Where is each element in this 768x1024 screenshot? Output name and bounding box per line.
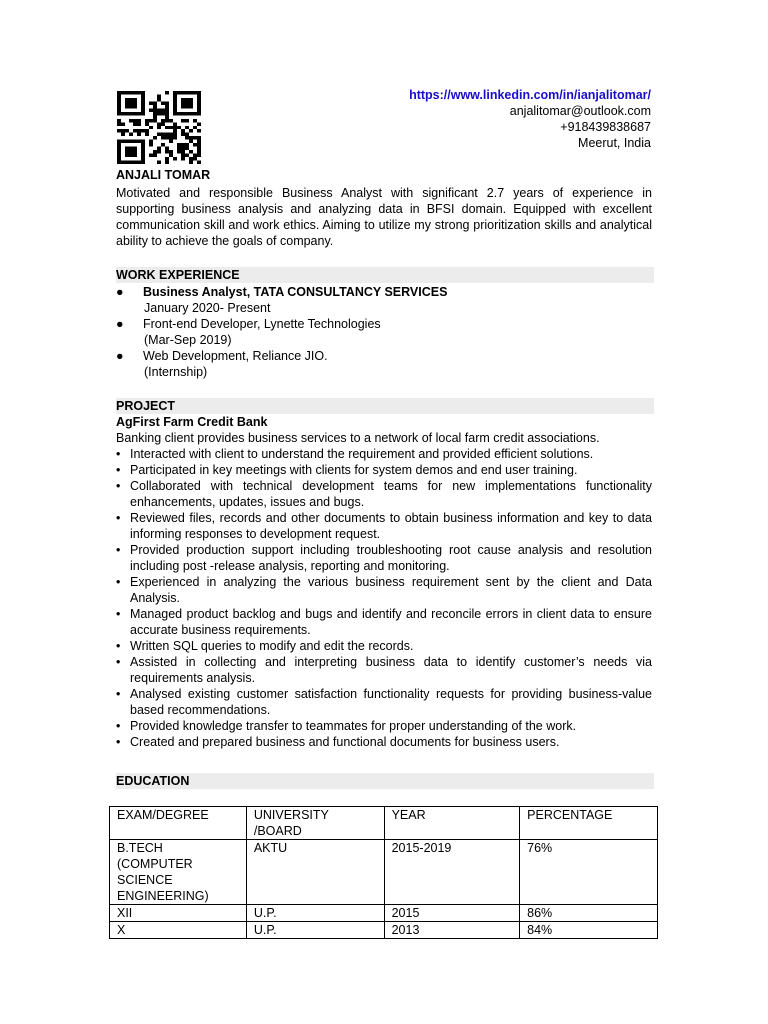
table-row (110, 922, 658, 939)
table-cell: X (110, 922, 247, 939)
email-text: anjalitomar@outlook.com (509, 104, 651, 118)
list-item: • Reviewed files, records and other documents to obtain business information and key to data informing responses to development request. (116, 510, 652, 542)
education-heading: EDUCATION (116, 773, 654, 789)
list-item: • Analysed existing customer satisfaction functionality requests for providing business-value based recommendations. (116, 686, 652, 718)
table-cell: U.P. (246, 922, 384, 939)
list-item: • Participated in key meetings with clients for system demos and end user training. (116, 462, 652, 478)
location-text: Meerut, India (578, 136, 651, 150)
table-cell: 2013 (384, 922, 520, 939)
list-item: • Managed product backlog and bugs and identify and reconcile errors in client data to ensure accurate business requirements. (116, 606, 652, 638)
work-experience-heading: WORK EXPERIENCE (116, 267, 654, 283)
qr-code-icon (117, 91, 201, 164)
table-cell: AKTU (246, 840, 384, 905)
table-cell: 2015-2019 (384, 840, 520, 905)
column-header: UNIVERSITY /BOARD (246, 807, 384, 840)
table-cell: B.TECH (COMPUTER SCIENCE ENGINEERING) (110, 840, 247, 905)
table-row (110, 840, 658, 905)
list-item: • Assisted in collecting and interpreting business data to identify customer’s needs via requirements analysis. (116, 654, 652, 686)
project-heading: PROJECT (116, 398, 654, 414)
column-header: EXAM/DEGREE (110, 807, 247, 840)
table-cell: 2015 (384, 905, 520, 922)
table-cell: U.P. (246, 905, 384, 922)
phone-text: +918439838687 (560, 120, 651, 134)
job-dates: (Mar-Sep 2019) (144, 333, 232, 347)
project-bullets (116, 446, 652, 750)
list-item: • Collaborated with technical development teams for new implementations functionality enhancements, updates, issues and bugs. (116, 478, 652, 510)
job-dates: (Internship) (144, 365, 208, 379)
project-title: AgFirst Farm Credit Bank (116, 415, 268, 429)
table-row (110, 905, 658, 922)
work-experience-list (116, 284, 656, 380)
project-intro: Banking client provides business services to a network of local farm credit associations. (116, 431, 600, 445)
bullet-icon: ● (116, 349, 124, 363)
list-item: • Interacted with client to understand the requirement and provided efficient solutions. (116, 446, 652, 462)
table-cell: 76% (520, 840, 658, 905)
list-item: • Experienced in analyzing the various business requirement sent by the client and Data Analysis. (116, 574, 652, 606)
column-header: PERCENTAGE (520, 807, 658, 840)
professional-summary: Motivated and responsible Business Analyst with significant 2.7 years of experience in supporting business analysis and analyzing data in BFSI domain. Equipped with excellent communication skill and work ethics. Aiming to utilize my strong prioritization skills and analytical ability to achieve the goals of company. (116, 186, 652, 248)
list-item: • Provided production support including troubleshooting root cause analysis and resolution including post -release analysis, reporting and monitoring. (116, 542, 652, 574)
education-table (109, 806, 658, 939)
linkedin-link[interactable]: https://www.linkedin.com/in/ianjalitomar/ (409, 88, 651, 102)
bullet-icon: ● (116, 285, 124, 299)
contact-block (409, 87, 651, 151)
bullet-icon: ● (116, 317, 124, 331)
project-section (116, 414, 652, 750)
list-item: • Created and prepared business and functional documents for business users. (116, 734, 652, 750)
job-title: Business Analyst, TATA CONSULTANCY SERVICES (143, 285, 448, 299)
job-title: Web Development, Reliance JIO. (143, 349, 328, 363)
table-header-row (110, 807, 658, 840)
column-header: YEAR (384, 807, 520, 840)
list-item: • Provided knowledge transfer to teammates for proper understanding of the work. (116, 718, 652, 734)
job-dates: January 2020- Present (144, 301, 271, 315)
table-cell: 84% (520, 922, 658, 939)
table-cell: XII (110, 905, 247, 922)
candidate-name: ANJALI TOMAR (116, 168, 211, 182)
table-cell: 86% (520, 905, 658, 922)
list-item: • Written SQL queries to modify and edit the records. (116, 638, 652, 654)
job-title: Front-end Developer, Lynette Technologies (143, 317, 381, 331)
